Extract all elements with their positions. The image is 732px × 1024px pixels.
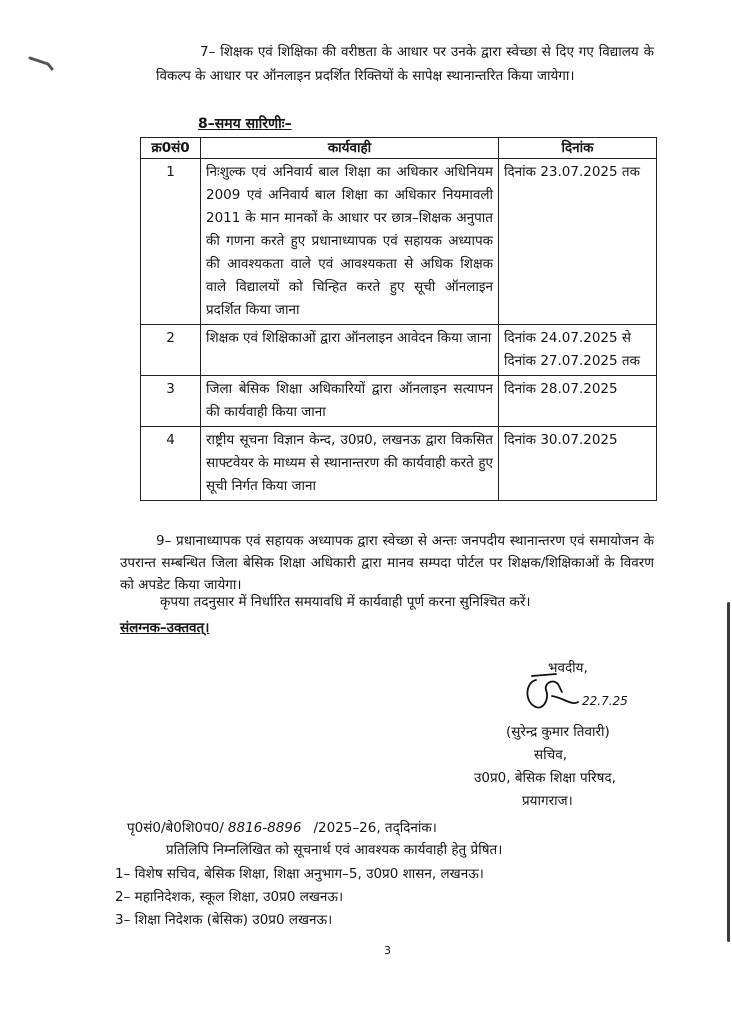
scrollbar[interactable] <box>727 602 730 942</box>
table-row <box>141 376 657 427</box>
row-action: शिक्षक एवं शिक्षिकाओं द्वारा ऑनलाइन आवेदन किया जाना <box>201 325 499 376</box>
closing-request: कृपया तदनुसार में निर्धारित समयावधि में कार्यवाही पूर्ण करना सुनिश्चित करें। <box>160 594 531 610</box>
row-serial: 1 <box>141 159 201 325</box>
signatory-name: (सुरेन्द्र कुमार तिवारी) <box>506 724 610 740</box>
reference-prefix: पृ0सं0/बे0शि0प0/ <box>127 820 224 836</box>
table-row <box>141 159 657 325</box>
row-action: जिला बेसिक शिक्षा अधिकारियों द्वारा ऑनलाइन सत्यापन की कार्यवाही किया जाना <box>201 376 499 427</box>
row-date: दिनांक 28.07.2025 <box>499 376 657 427</box>
reference-suffix: /2025–26, तद्‌दिनांक। <box>313 820 437 836</box>
copy-recipient: 3– शिक्षा निदेशक (बेसिक) उ0प्र0 लखनऊ। <box>115 912 333 928</box>
paragraph-9: 9– प्रधानाध्यापक एवं सहायक अध्यापक द्वारा स्वेच्छा से अन्तः जनपदीय स्थानान्तरण एवं समायोजन के उपरान्त सम्बन्धित जिला बेसिक शिक्षा अधिकारी द्वारा मानव सम्पदा पोर्टल पर शिक्षक/शिक्षिकाओं के विवरण को अपडेट किया जायेगा। <box>120 533 654 593</box>
signatory-organization: उ0प्र0, बेसिक शिक्षा परिषद, <box>474 770 616 786</box>
signature-date: 22.7.25 <box>582 694 628 708</box>
signatory-designation: सचिव, <box>534 747 567 763</box>
reference-handwritten-number: 8816-8896 <box>227 820 302 836</box>
header-serial: क्र0सं0 <box>141 138 201 159</box>
row-date: दिनांक 24.07.2025 से दिनांक 27.07.2025 तक <box>499 325 657 376</box>
enclosure-note: संलग्नक–उक्तवत्। <box>120 620 210 636</box>
section-heading-timetable: 8–समय सारिणीः– <box>198 116 292 132</box>
copy-intro: प्रतिलिपि निम्नलिखित को सूचनार्थ एवं आवश्यक कार्यवाही हेतु प्रेषित। <box>166 842 503 858</box>
table-header-row <box>141 138 657 159</box>
row-date: दिनांक 23.07.2025 तक <box>499 159 657 325</box>
table-row <box>141 427 657 501</box>
row-serial: 4 <box>141 427 201 501</box>
header-action: कार्यवाही <box>201 138 499 159</box>
paragraph-7: 7– शिक्षक एवं शिक्षिका की वरीष्ठता के आधार पर उनके द्वारा स्वेच्छा से दिए गए विद्यालय के विकल्प के आधार पर ऑनलाइन प्रदर्शित रिक्तियों के सापेक्ष स्थानान्तरित किया जायेगा। <box>156 44 654 84</box>
yours-faithfully: भवदीय, <box>548 660 588 676</box>
signatory-place: प्रयागराज। <box>522 793 573 809</box>
row-serial: 2 <box>141 325 201 376</box>
row-action: राष्ट्रीय सूचना विज्ञान केन्द, उ0प्र0, लखनऊ द्वारा विकसित साफ्टवेयर के माध्यम से स्थानान्तरण की कार्यवाही करते हुए सूची निर्गत किया जाना <box>201 427 499 501</box>
header-date: दिनांक <box>499 138 657 159</box>
reference-line <box>127 818 437 836</box>
table-row <box>141 325 657 376</box>
row-date: दिनांक 30.07.2025 <box>499 427 657 501</box>
pen-mark-icon <box>28 55 54 71</box>
copy-recipient: 2– महानिदेशक, स्कूल शिक्षा, उ0प्र0 लखनऊ। <box>115 889 344 905</box>
copy-recipient: 1– विशेष सचिव, बेसिक शिक्षा, शिक्षा अनुभाग–5, उ0प्र0 शासन, लखनऊ। <box>115 866 484 882</box>
page-number: 3 <box>384 944 391 957</box>
row-serial: 3 <box>141 376 201 427</box>
schedule-table <box>140 137 657 501</box>
row-action: निःशुल्क एवं अनिवार्य बाल शिक्षा का अधिकार अधिनियम 2009 एवं अनिवार्य बाल शिक्षा का अधिकार नियमावली 2011 के मान मानकों के आधार पर छात्र–शिक्षक अनुपात की गणना करते हुए प्रधानाध्यापक एवं सहायक अध्यापक की आवश्यकता वाले एवं आवश्यकता से अधिक शिक्षक वाले विद्यालयों को चिन्हित करते हुए सूची ऑनलाइन प्रदर्शित किया जाना <box>201 159 499 325</box>
